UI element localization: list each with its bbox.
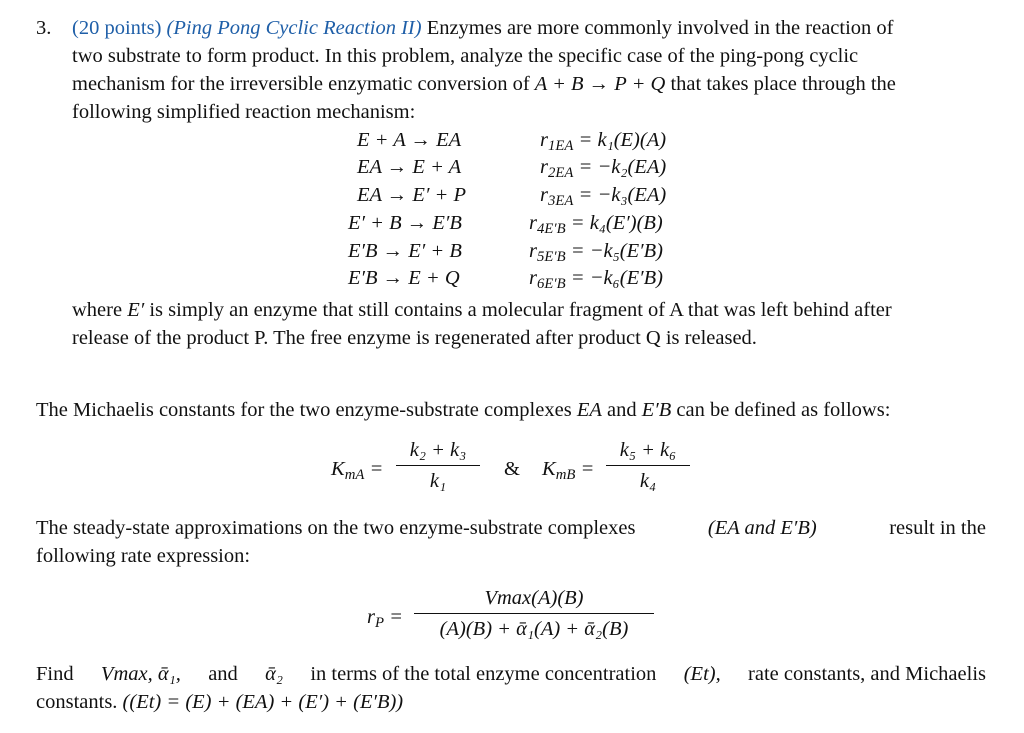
ampersand: & (504, 458, 520, 480)
kmb-denominator: k₄ (639, 469, 657, 492)
kmb-symbol: K (542, 458, 556, 480)
task-find: Find (36, 663, 74, 685)
steady-line-2: following rate expression: (36, 545, 251, 567)
task-alpha2: ᾱ₂ (265, 663, 283, 685)
rate-formula: = k₁(E)(A) (578, 129, 667, 151)
kmb-fraction (606, 440, 690, 491)
task-text-e: in terms of the total enzyme concentration (310, 663, 657, 685)
fraction-bar (414, 613, 654, 614)
rate-expression (529, 213, 663, 237)
rate-expression (540, 130, 666, 154)
reaction-step: E + A → EA (357, 129, 462, 151)
rate-symbol: r (529, 212, 537, 234)
steady-line-1 (36, 518, 986, 539)
michaelis-text-a: The Michaelis constants for the two enzyme-substrate complexes (36, 399, 572, 421)
rate-expression (529, 241, 663, 265)
intro-line-1: Enzymes are more commonly involved in the reaction of (426, 17, 894, 39)
kma-fraction (396, 440, 480, 491)
kmb-numerator: k₅ + k₆ (619, 439, 677, 461)
michaelis-and: and (606, 399, 637, 421)
michaelis-intro (36, 400, 890, 421)
task-and: and (208, 663, 238, 685)
task-line-2 (36, 692, 403, 713)
rate-fraction (414, 588, 654, 639)
task-constants: constants. (36, 691, 118, 713)
rate-expression (540, 185, 666, 209)
rate-formula: = −k₅(E′B) (570, 240, 663, 262)
rate-symbol: r (529, 240, 537, 262)
rp-label: $r_P$ = (367, 606, 403, 632)
rate-subscript: 6E′B (536, 276, 566, 293)
task-et: (Et), (683, 663, 721, 685)
intro-line-3-text: mechanism for the irreversible enzymatic conversion of (72, 73, 530, 95)
overall-reaction: A + B → P + Q (534, 73, 666, 95)
task-vars: Vmax, ᾱ₁, (100, 663, 181, 685)
where-line-2: release of the product P. The free enzyme is regenerated after product Q is released. (72, 327, 757, 349)
rate-formula: = −k₂(EA) (578, 156, 667, 178)
where-word: where (72, 299, 123, 321)
rate-subscript: 4E′B (536, 221, 566, 238)
rate-expression (529, 268, 663, 292)
rate-numerator: Vmax(A)(B) (484, 587, 584, 609)
reaction-step: EA → E′ + P (357, 184, 467, 206)
rate-symbol: r (540, 129, 548, 151)
fraction-bar (606, 465, 690, 466)
points-label: (20 points) (72, 17, 162, 39)
enzyme-symbol: E′ (127, 299, 145, 321)
total-enzyme-balance: ((Et) = (E) + (EA) + (E′) + (E′B)) (122, 691, 404, 713)
rate-formula: = −k₃(EA) (578, 184, 667, 206)
rate-formula: = k₄(E′)(B) (570, 212, 663, 234)
task-text-g: rate constants, and Michaelis (748, 663, 986, 685)
rate-expression (540, 157, 666, 181)
kma-denominator: k₁ (429, 469, 447, 492)
reaction-step: EA → E + A (357, 156, 462, 178)
task-line-1 (36, 664, 986, 685)
complex-ea: EA (576, 399, 602, 421)
problem-first-line (72, 18, 893, 39)
rate-symbol: r (529, 267, 537, 289)
problem-number: 3. (36, 17, 52, 39)
rate-symbol: r (540, 156, 548, 178)
intro-line-2: two substrate to form product. In this problem, analyze the specific case of the ping-pong cyclic (72, 45, 859, 67)
where-line-1 (72, 300, 892, 321)
reaction-step: E′ + B → E′B (348, 212, 462, 234)
rate-denominator: (A)(B) + ᾱ₁(A) + ᾱ₂(B) (439, 617, 629, 640)
intro-line-3 (72, 74, 896, 95)
kma-subscript: mA (344, 467, 365, 484)
rate-subscript: 1EA (547, 138, 574, 155)
kma-label: $K_{mA}$ = (331, 458, 384, 484)
kma-numerator: k₂ + k₃ (409, 439, 467, 461)
rate-subscript: 2EA (547, 165, 574, 182)
reaction-step: E′B → E + Q (348, 267, 460, 289)
complex-eb: E′B (641, 399, 672, 421)
kmb-label: $K_{mB}$ = (542, 458, 595, 484)
rp-subscript: P (374, 615, 384, 632)
rp-symbol: r (367, 606, 375, 628)
kma-symbol: K (331, 458, 345, 480)
steady-text-a: The steady-state approximations on the two enzyme-substrate complexes (36, 517, 636, 539)
reaction-step: E′B → E′ + B (348, 240, 462, 262)
rate-subscript: 3EA (547, 193, 574, 210)
rate-formula: = −k₆(E′B) (570, 267, 663, 289)
steady-complexes: (EA and E′B) (707, 517, 817, 539)
rate-subscript: 5E′B (536, 249, 566, 266)
problem-title: (Ping Pong Cyclic Reaction II) (166, 17, 422, 39)
intro-line-3-end: that takes place through the (670, 73, 896, 95)
intro-line-4: following simplified reaction mechanism: (72, 101, 416, 123)
where-text: is simply an enzyme that still contains a molecular fragment of A that was left behind after (149, 299, 892, 321)
steady-text-c: result in the (889, 517, 986, 539)
fraction-bar (396, 465, 480, 466)
rate-symbol: r (540, 184, 548, 206)
michaelis-text-e: can be defined as follows: (676, 399, 891, 421)
kmb-subscript: mB (555, 467, 576, 484)
